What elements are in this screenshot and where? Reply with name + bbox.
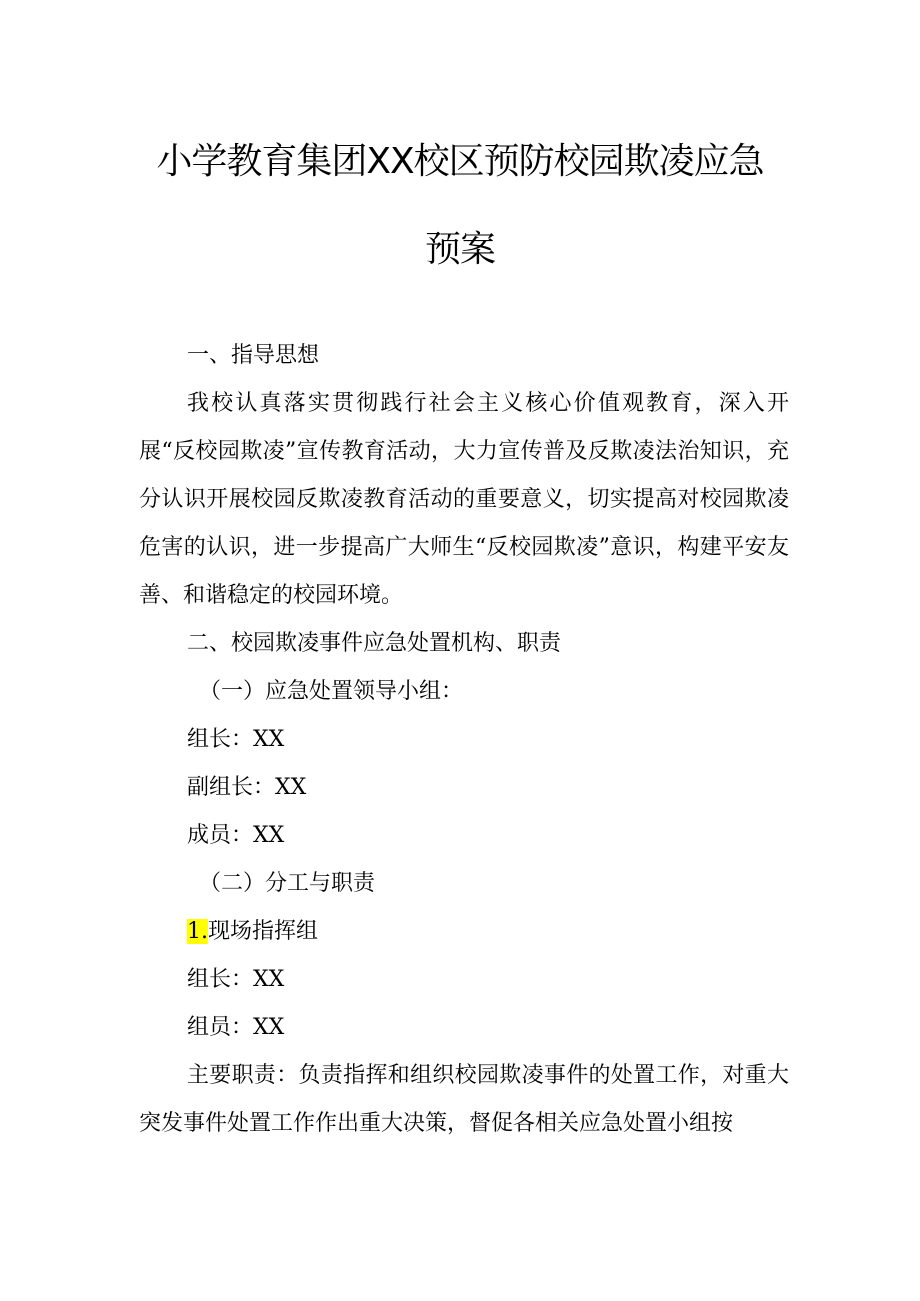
item-1-duties-paragraph: 主要职责：负责指挥和组织校园欺凌事件的处置工作，对重大突发事件处置工作作出重大决策，督促各相关应急处置小组按 <box>139 1063 789 1136</box>
document-title-line-2: 预案 <box>424 229 495 270</box>
leader-line: 组长：XX <box>187 727 285 752</box>
document-body <box>139 332 789 1148</box>
subsection-2-heading: （二）分工与职责 <box>199 871 376 896</box>
section-2-heading: 二、校园欺凌事件应急处置机构、职责 <box>187 631 562 656</box>
item-1-leader-line: 组长：XX <box>187 967 285 992</box>
section-1-heading: 一、指导思想 <box>187 343 320 368</box>
subsection-1-heading: （一）应急处置领导小组： <box>199 679 464 704</box>
section-1-paragraph: 我校认真落实贯彻践行社会主义核心价值观教育，深入开展“反校园欺凌”宣传教育活动，大力宣传普及反欺凌法治知识，充分认识开展校园反欺凌教育活动的重要意义，切实提高对校园欺凌危害的认识，进一步提高广大师生“反校园欺凌”意识，构建平安友善、和谐稳定的校园环境。 <box>139 391 789 608</box>
item-1-title: 现场指挥组 <box>208 919 319 944</box>
item-1-heading <box>139 908 789 956</box>
document-title-line-1: 小学教育集团XX校区预防校园欺凌应急 <box>156 141 764 182</box>
members-line: 成员：XX <box>187 823 285 848</box>
vice-leader-line: 副组长：XX <box>187 775 307 800</box>
item-1-number: 1. <box>187 919 208 944</box>
item-1-members-line: 组员：XX <box>187 1015 285 1040</box>
